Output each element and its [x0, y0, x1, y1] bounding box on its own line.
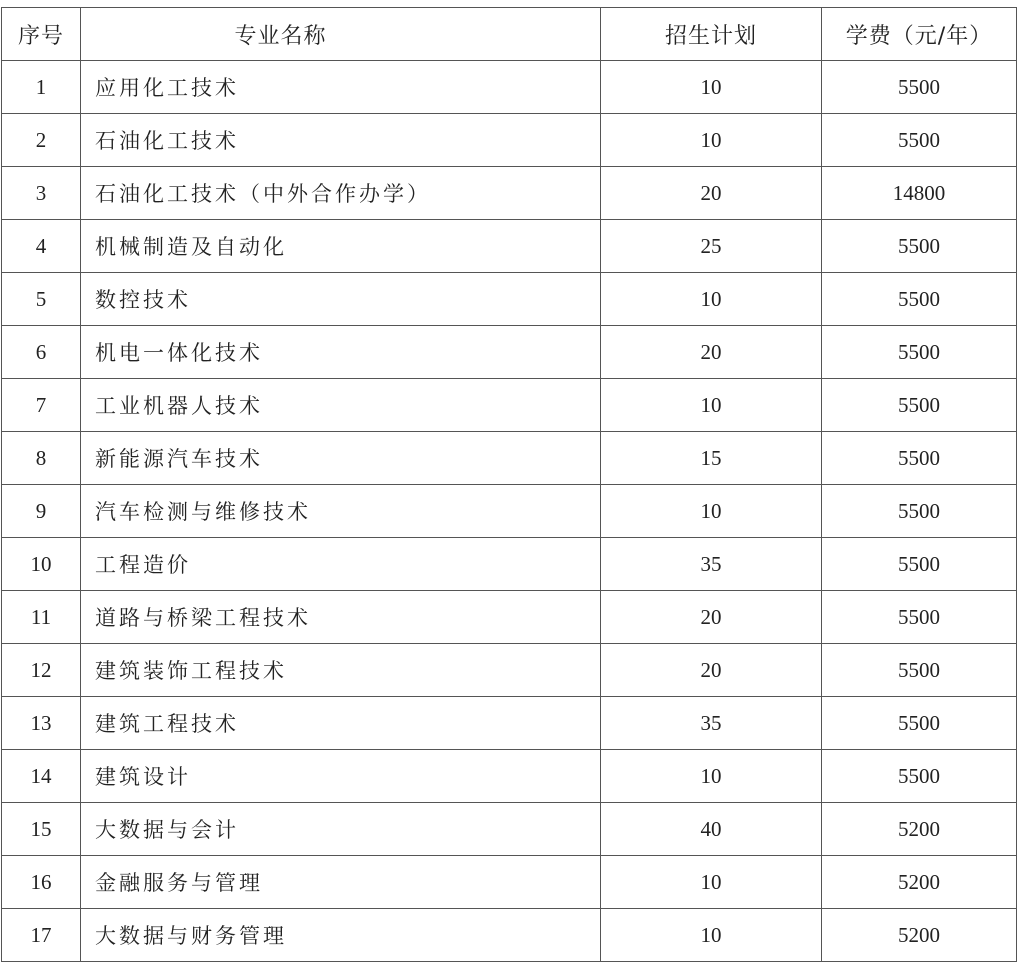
cell-tuition: 5500 — [822, 220, 1017, 273]
cell-enrollment-plan: 10 — [601, 856, 822, 909]
table-row — [2, 856, 1017, 909]
enrollment-table — [1, 7, 1017, 962]
table-row — [2, 644, 1017, 697]
cell-enrollment-plan: 20 — [601, 167, 822, 220]
cell-major-name: 建筑工程技术 — [81, 697, 601, 750]
cell-tuition: 5500 — [822, 644, 1017, 697]
cell-no: 14 — [2, 750, 81, 803]
cell-major-name: 数控技术 — [81, 273, 601, 326]
cell-tuition: 5500 — [822, 485, 1017, 538]
cell-enrollment-plan: 35 — [601, 697, 822, 750]
cell-no: 1 — [2, 61, 81, 114]
cell-enrollment-plan: 20 — [601, 591, 822, 644]
cell-tuition: 5500 — [822, 432, 1017, 485]
table-row — [2, 485, 1017, 538]
cell-tuition: 5200 — [822, 856, 1017, 909]
cell-major-name: 金融服务与管理 — [81, 856, 601, 909]
cell-tuition: 5200 — [822, 909, 1017, 962]
cell-tuition: 5500 — [822, 697, 1017, 750]
cell-enrollment-plan: 20 — [601, 644, 822, 697]
cell-tuition: 14800 — [822, 167, 1017, 220]
table-row — [2, 432, 1017, 485]
cell-enrollment-plan: 10 — [601, 114, 822, 167]
cell-major-name: 机电一体化技术 — [81, 326, 601, 379]
cell-no: 16 — [2, 856, 81, 909]
table-row — [2, 326, 1017, 379]
table-row — [2, 114, 1017, 167]
cell-enrollment-plan: 10 — [601, 909, 822, 962]
header-major-name: 专业名称 — [81, 8, 601, 61]
cell-enrollment-plan: 10 — [601, 273, 822, 326]
cell-no: 5 — [2, 273, 81, 326]
cell-no: 9 — [2, 485, 81, 538]
cell-major-name: 建筑设计 — [81, 750, 601, 803]
cell-no: 11 — [2, 591, 81, 644]
cell-enrollment-plan: 40 — [601, 803, 822, 856]
cell-tuition: 5500 — [822, 750, 1017, 803]
cell-enrollment-plan: 10 — [601, 61, 822, 114]
header-row — [2, 8, 1017, 61]
cell-no: 12 — [2, 644, 81, 697]
table-row — [2, 273, 1017, 326]
cell-tuition: 5500 — [822, 379, 1017, 432]
cell-enrollment-plan: 10 — [601, 750, 822, 803]
table-row — [2, 61, 1017, 114]
table-header — [2, 8, 1017, 61]
table-row — [2, 220, 1017, 273]
table-body — [2, 61, 1017, 962]
cell-enrollment-plan: 35 — [601, 538, 822, 591]
table-row — [2, 750, 1017, 803]
cell-tuition: 5500 — [822, 114, 1017, 167]
cell-no: 8 — [2, 432, 81, 485]
cell-no: 15 — [2, 803, 81, 856]
table-row — [2, 167, 1017, 220]
cell-tuition: 5500 — [822, 326, 1017, 379]
cell-no: 3 — [2, 167, 81, 220]
cell-no: 2 — [2, 114, 81, 167]
header-tuition: 学费（元/年） — [822, 8, 1017, 61]
cell-no: 17 — [2, 909, 81, 962]
cell-major-name: 石油化工技术 — [81, 114, 601, 167]
cell-enrollment-plan: 15 — [601, 432, 822, 485]
cell-enrollment-plan: 10 — [601, 485, 822, 538]
table-row — [2, 697, 1017, 750]
cell-major-name: 应用化工技术 — [81, 61, 601, 114]
cell-enrollment-plan: 20 — [601, 326, 822, 379]
cell-tuition: 5200 — [822, 803, 1017, 856]
cell-enrollment-plan: 25 — [601, 220, 822, 273]
cell-tuition: 5500 — [822, 538, 1017, 591]
cell-major-name: 建筑装饰工程技术 — [81, 644, 601, 697]
cell-no: 7 — [2, 379, 81, 432]
cell-enrollment-plan: 10 — [601, 379, 822, 432]
cell-tuition: 5500 — [822, 273, 1017, 326]
cell-major-name: 新能源汽车技术 — [81, 432, 601, 485]
table-row — [2, 909, 1017, 962]
cell-no: 10 — [2, 538, 81, 591]
table-row — [2, 803, 1017, 856]
table-row — [2, 538, 1017, 591]
table-row — [2, 379, 1017, 432]
cell-major-name: 汽车检测与维修技术 — [81, 485, 601, 538]
cell-no: 4 — [2, 220, 81, 273]
cell-major-name: 大数据与会计 — [81, 803, 601, 856]
cell-major-name: 石油化工技术（中外合作办学） — [81, 167, 601, 220]
cell-no: 6 — [2, 326, 81, 379]
cell-tuition: 5500 — [822, 61, 1017, 114]
cell-major-name: 机械制造及自动化 — [81, 220, 601, 273]
cell-tuition: 5500 — [822, 591, 1017, 644]
cell-major-name: 大数据与财务管理 — [81, 909, 601, 962]
cell-major-name: 道路与桥梁工程技术 — [81, 591, 601, 644]
cell-major-name: 工业机器人技术 — [81, 379, 601, 432]
table-row — [2, 591, 1017, 644]
header-no: 序号 — [2, 8, 81, 61]
header-enrollment-plan: 招生计划 — [601, 8, 822, 61]
cell-major-name: 工程造价 — [81, 538, 601, 591]
cell-no: 13 — [2, 697, 81, 750]
